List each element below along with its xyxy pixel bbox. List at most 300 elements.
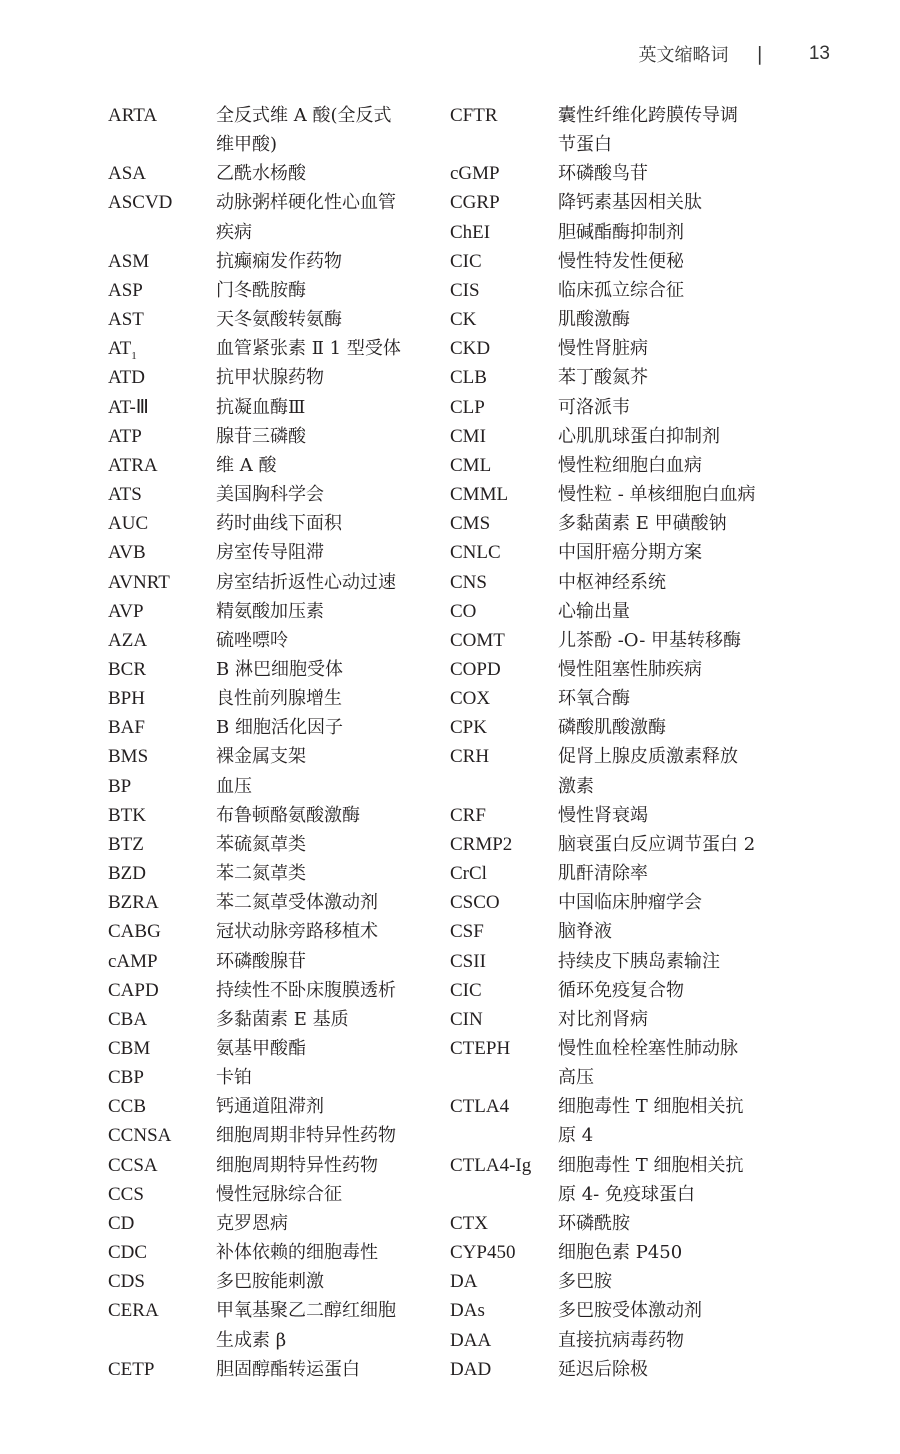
term-line: 房室结折返性心动过速	[216, 571, 396, 593]
glossary-entry	[450, 101, 778, 159]
glossary-entry	[450, 247, 778, 276]
term-definition	[216, 597, 426, 626]
glossary-entry	[450, 363, 778, 392]
glossary-entry	[450, 451, 778, 480]
term-line: 原 4	[558, 1125, 594, 1147]
term-line: 直接抗病毒药物	[558, 1329, 684, 1351]
term-line: 胆固醇酯转运蛋白	[216, 1358, 360, 1380]
glossary-entry	[108, 247, 426, 276]
term-line: 细胞毒性 T 细胞相关抗	[558, 1154, 744, 1176]
term-definition	[558, 247, 778, 276]
glossary-entry	[108, 888, 426, 917]
term-line: 细胞色素 P450	[558, 1242, 683, 1264]
term-definition	[216, 1005, 426, 1034]
term-line: 慢性冠脉综合征	[216, 1183, 342, 1205]
glossary-entry	[108, 276, 426, 305]
glossary-entry	[108, 188, 426, 246]
glossary-entry	[108, 1209, 426, 1238]
abbreviation: CLB	[450, 367, 487, 389]
term-line: 苯硫氮䓬类	[216, 833, 306, 855]
glossary-entry	[108, 830, 426, 859]
term-definition	[216, 305, 426, 334]
term-line: 延迟后除极	[558, 1358, 648, 1380]
term-line: 慢性特发性便秘	[558, 250, 684, 272]
term-definition	[216, 655, 426, 684]
term-definition	[216, 684, 426, 713]
abbreviation: ASCVD	[108, 192, 173, 214]
term-definition	[216, 1063, 426, 1092]
glossary-entry	[450, 626, 778, 655]
abbreviation: DAD	[450, 1358, 492, 1380]
term-line: 苯二氮䓬受体激动剂	[216, 892, 378, 914]
glossary-entry	[108, 509, 426, 538]
abbreviation: ASM	[108, 250, 150, 272]
term-line: 慢性粒 - 单核细胞白血病	[558, 484, 756, 506]
abbreviation: ATD	[108, 367, 145, 389]
term-definition	[558, 888, 778, 917]
glossary-entry	[450, 684, 778, 713]
term-line: 胆碱酯酶抑制剂	[558, 221, 684, 243]
term-line: 精氨酸加压素	[216, 600, 324, 622]
glossary-entry	[108, 101, 426, 159]
glossary-entry	[108, 1267, 426, 1296]
term-definition	[558, 276, 778, 305]
abbreviation: ARTA	[108, 105, 158, 126]
abbreviation: AVB	[108, 542, 146, 564]
term-definition	[216, 1238, 426, 1267]
abbreviation: CMS	[450, 513, 491, 535]
abbreviation: ASA	[108, 163, 147, 185]
term-line: 多黏菌素 E 基质	[216, 1008, 349, 1030]
term-line: 儿茶酚 -O- 甲基转移酶	[558, 629, 742, 651]
term-definition	[558, 976, 778, 1005]
term-line: 苯丁酸氮芥	[558, 367, 648, 389]
glossary-entry	[450, 713, 778, 742]
term-line: 细胞周期特异性药物	[216, 1154, 378, 1176]
abbreviation: CDC	[108, 1242, 148, 1264]
term-line: 中国肝癌分期方案	[558, 542, 702, 564]
glossary-entry	[108, 655, 426, 684]
term-line: 中国临床肿瘤学会	[558, 892, 702, 914]
term-definition	[558, 363, 778, 392]
term-line: 细胞周期非特异性药物	[216, 1125, 396, 1147]
term-definition	[216, 801, 426, 830]
glossary-entry	[450, 218, 778, 247]
term-definition	[558, 947, 778, 976]
abbreviation: CMML	[450, 484, 509, 506]
term-line: 高压	[558, 1067, 594, 1089]
term-line: 天冬氨酸转氨酶	[216, 309, 342, 331]
abbreviation: COX	[450, 688, 491, 710]
glossary-entry	[450, 480, 778, 509]
abbreviation: CERA	[108, 1300, 159, 1322]
running-header	[0, 41, 830, 67]
term-definition	[558, 1296, 778, 1325]
abbreviation: ATP	[108, 425, 142, 447]
term-line: 氨基甲酸酯	[216, 1038, 306, 1059]
term-line: 房室传导阻滞	[216, 542, 324, 564]
glossary-entry	[108, 976, 426, 1005]
term-line: 血管紧张素 Ⅱ 1 型受体	[216, 338, 401, 360]
term-definition	[558, 1092, 778, 1150]
term-definition	[558, 626, 778, 655]
term-line: 节蛋白	[558, 134, 612, 156]
glossary-entry	[108, 1005, 426, 1034]
abbreviation: CSCO	[450, 892, 500, 914]
abbreviation: CFTR	[450, 105, 498, 126]
glossary-entry	[450, 305, 778, 334]
glossary-entry	[450, 1326, 778, 1355]
term-definition	[216, 188, 426, 246]
term-definition	[558, 159, 778, 188]
abbreviation: ASP	[108, 279, 143, 301]
term-definition	[216, 480, 426, 509]
abbreviation: CMI	[450, 425, 486, 447]
abbreviation: AUC	[108, 513, 149, 535]
glossary-entry	[108, 1180, 426, 1209]
term-line: 持续性不卧床腹膜透析	[216, 979, 396, 1001]
glossary-entry	[108, 568, 426, 597]
term-definition	[216, 393, 426, 422]
abbreviation: BP	[108, 775, 132, 797]
abbreviation: CIN	[450, 1008, 483, 1030]
term-definition	[216, 101, 426, 159]
glossary-entry	[108, 363, 426, 392]
abbreviation: CRMP2	[450, 833, 513, 855]
glossary-entry	[450, 1005, 778, 1034]
term-definition	[216, 334, 426, 363]
abbreviation: CDS	[108, 1271, 145, 1293]
term-line: 抗癫痫发作药物	[216, 250, 342, 272]
term-line: 细胞毒性 T 细胞相关抗	[558, 1096, 744, 1118]
term-line: 苯二氮䓬类	[216, 863, 306, 885]
glossary-entry	[450, 509, 778, 538]
term-definition	[558, 713, 778, 742]
term-definition	[558, 1355, 778, 1384]
term-line: 促肾上腺皮质激素释放	[558, 746, 738, 768]
glossary-entry	[450, 859, 778, 888]
glossary-entry	[450, 1209, 778, 1238]
abbreviation: AVNRT	[108, 571, 170, 593]
glossary-entry	[108, 1296, 426, 1354]
glossary-entry	[108, 422, 426, 451]
glossary-entry	[108, 1238, 426, 1267]
abbreviation: CETP	[108, 1358, 155, 1380]
abbreviation: CYP450	[450, 1242, 516, 1264]
term-definition	[216, 1209, 426, 1238]
term-definition	[558, 1005, 778, 1034]
term-definition	[216, 159, 426, 188]
term-definition	[558, 684, 778, 713]
term-line: 激素	[558, 775, 594, 797]
term-line: 慢性肾脏病	[558, 338, 648, 360]
term-definition	[558, 859, 778, 888]
term-definition	[558, 1034, 778, 1092]
abbreviation: CBM	[108, 1038, 151, 1059]
abbreviation: CCNSA	[108, 1125, 172, 1147]
glossary-entry	[450, 334, 778, 363]
glossary-entry	[108, 393, 426, 422]
term-definition	[558, 568, 778, 597]
term-definition	[558, 742, 778, 800]
abbreviation: CIS	[450, 279, 480, 301]
abbreviation: cAMP	[108, 950, 158, 972]
glossary-entry	[450, 1355, 778, 1384]
abbreviation: BZRA	[108, 892, 159, 914]
glossary-entry	[108, 1151, 426, 1180]
glossary-entry	[108, 538, 426, 567]
term-line: 良性前列腺增生	[216, 688, 342, 710]
abbreviation: BAF	[108, 717, 145, 739]
term-line: 补体依赖的细胞毒性	[216, 1242, 378, 1264]
glossary-entry	[108, 772, 426, 801]
glossary-entry	[450, 947, 778, 976]
abbreviation-subscript: 1	[131, 350, 137, 363]
term-line: 中枢神经系统	[558, 571, 666, 593]
glossary-entry	[450, 597, 778, 626]
term-line: 多黏菌素 E 甲磺酸钠	[558, 513, 727, 535]
glossary-entry	[108, 1063, 426, 1092]
abbreviation: COMT	[450, 629, 505, 651]
term-line: 原 4- 免疫球蛋白	[558, 1183, 695, 1205]
abbreviation: CK	[450, 309, 477, 331]
term-definition	[558, 1209, 778, 1238]
term-definition	[216, 568, 426, 597]
term-definition	[216, 917, 426, 946]
term-definition	[558, 801, 778, 830]
abbreviation: CLP	[450, 396, 485, 418]
abbreviation: CTX	[450, 1212, 488, 1234]
page-number: 13	[808, 43, 830, 64]
glossary-entry	[108, 801, 426, 830]
abbreviation: CKD	[450, 338, 491, 360]
term-definition	[216, 626, 426, 655]
term-definition	[558, 830, 778, 859]
term-line: 脑衰蛋白反应调节蛋白 2	[558, 833, 756, 855]
glossary-entry	[108, 305, 426, 334]
abbreviation: CTLA4-Ig	[450, 1154, 532, 1176]
term-line: 生成素 β	[216, 1329, 287, 1351]
term-line: 冠状动脉旁路移植术	[216, 921, 378, 943]
glossary-entry	[108, 451, 426, 480]
abbreviation: CD	[108, 1212, 135, 1234]
term-definition	[216, 1121, 426, 1150]
term-definition	[558, 917, 778, 946]
glossary-entry	[450, 1296, 778, 1325]
abbreviation: CTEPH	[450, 1038, 511, 1059]
term-definition	[216, 451, 426, 480]
term-line: 卡铂	[216, 1067, 252, 1089]
term-definition	[216, 859, 426, 888]
term-definition	[558, 422, 778, 451]
term-line: 慢性阻塞性肺疾病	[558, 658, 702, 680]
term-line: 慢性肾衰竭	[558, 804, 648, 826]
term-definition	[558, 538, 778, 567]
abbreviation: CTLA4	[450, 1096, 510, 1118]
section-title: 英文缩略词	[638, 45, 729, 66]
term-line: 克罗恩病	[216, 1212, 288, 1234]
glossary-entry	[108, 626, 426, 655]
term-definition	[216, 1034, 426, 1063]
term-definition	[216, 772, 426, 801]
term-definition	[558, 334, 778, 363]
abbreviation: cGMP	[450, 163, 500, 185]
abbreviation: DAA	[450, 1329, 492, 1351]
term-line: 持续皮下胰岛素输注	[558, 950, 720, 972]
abbreviation: CGRP	[450, 192, 500, 214]
abbreviation: CIC	[450, 979, 482, 1001]
abbreviation: AT-Ⅲ	[108, 396, 149, 418]
glossary-entry	[108, 713, 426, 742]
term-definition	[558, 393, 778, 422]
term-line: 慢性粒细胞白血病	[558, 454, 702, 476]
abbreviation: CCSA	[108, 1154, 158, 1176]
glossary-entry	[108, 1092, 426, 1121]
glossary-entry	[450, 538, 778, 567]
glossary-entry	[108, 859, 426, 888]
abbreviation: CABG	[108, 921, 161, 943]
glossary-entry	[450, 830, 778, 859]
term-line: 全反式维 A 酸(全反式	[216, 105, 392, 126]
term-line: 钙通道阻滞剂	[216, 1096, 324, 1118]
term-definition	[558, 509, 778, 538]
term-definition	[216, 1092, 426, 1121]
term-line: 环磷酸腺苷	[216, 950, 306, 972]
term-line: 环磷酰胺	[558, 1212, 630, 1234]
glossary-entry	[450, 742, 778, 800]
glossary-entry	[108, 947, 426, 976]
term-definition	[558, 451, 778, 480]
term-line: B 淋巴细胞受体	[216, 658, 343, 680]
term-line: 慢性血栓栓塞性肺动脉	[558, 1038, 738, 1059]
glossary-entry	[450, 976, 778, 1005]
term-line: 脑脊液	[558, 921, 612, 943]
term-line: 美国胸科学会	[216, 484, 324, 506]
term-definition	[558, 1267, 778, 1296]
term-line: 腺苷三磷酸	[216, 425, 306, 447]
glossary-entry	[450, 188, 778, 217]
abbreviation: BTZ	[108, 833, 144, 855]
glossary-entry	[450, 801, 778, 830]
term-definition	[216, 1267, 426, 1296]
term-definition	[558, 188, 778, 217]
glossary-column-right	[450, 101, 778, 1384]
term-line: 药时曲线下面积	[216, 513, 342, 535]
term-definition	[216, 1296, 426, 1354]
glossary-entry	[450, 159, 778, 188]
glossary-entry	[108, 334, 426, 363]
glossary-entry	[108, 1121, 426, 1150]
term-line: 多巴胺受体激动剂	[558, 1300, 702, 1322]
term-definition	[558, 480, 778, 509]
term-line: 对比剂肾病	[558, 1008, 648, 1030]
glossary-entry	[108, 742, 426, 771]
glossary-entry	[108, 597, 426, 626]
abbreviation: ATRA	[108, 454, 158, 476]
term-definition	[216, 1151, 426, 1180]
glossary-entry	[450, 568, 778, 597]
abbreviation: CO	[450, 600, 477, 622]
term-definition	[216, 947, 426, 976]
abbreviation: BCR	[108, 658, 147, 680]
term-line: 降钙素基因相关肽	[558, 192, 702, 214]
abbreviation: CRF	[450, 804, 486, 826]
term-line: 动脉粥样硬化性心血管	[216, 192, 396, 214]
abbreviation: $AT_1$	[108, 338, 137, 363]
glossary-entry	[450, 1092, 778, 1150]
glossary-entry	[108, 480, 426, 509]
term-line: B 细胞活化因子	[216, 717, 343, 739]
term-line: 肌酐清除率	[558, 863, 648, 885]
term-definition	[216, 713, 426, 742]
term-line: 可洛派韦	[558, 396, 630, 418]
term-definition	[216, 742, 426, 771]
term-line: 维甲酸)	[216, 134, 278, 156]
term-line: 临床孤立综合征	[558, 279, 684, 301]
abbreviation: CPK	[450, 717, 487, 739]
abbreviation: CML	[450, 454, 492, 476]
term-definition	[558, 655, 778, 684]
abbreviation: ChEI	[450, 221, 491, 243]
abbreviation: CIC	[450, 250, 482, 272]
term-line: 乙酰水杨酸	[216, 163, 306, 185]
term-line: 囊性纤维化跨膜传导调	[558, 105, 738, 126]
term-line: 维 A 酸	[216, 454, 277, 476]
term-line: 心肌肌球蛋白抑制剂	[558, 425, 720, 447]
term-definition	[216, 509, 426, 538]
abbreviation: AVP	[108, 600, 144, 622]
abbreviation: BTK	[108, 804, 146, 826]
glossary-entry	[108, 159, 426, 188]
term-line: 环氧合酶	[558, 688, 630, 710]
glossary-entry	[450, 1267, 778, 1296]
abbreviation: CNS	[450, 571, 487, 593]
term-definition	[216, 538, 426, 567]
glossary-entry	[108, 684, 426, 713]
glossary-entry	[450, 393, 778, 422]
term-definition	[216, 1355, 426, 1384]
abbreviation: CCS	[108, 1183, 144, 1205]
term-line: 血压	[216, 775, 252, 797]
term-line: 抗凝血酶Ⅲ	[216, 396, 306, 418]
term-line: 肌酸激酶	[558, 309, 630, 331]
term-line: 循环免疫复合物	[558, 979, 684, 1001]
term-line: 环磷酸鸟苷	[558, 163, 648, 185]
abbreviation: CSF	[450, 921, 484, 943]
abbreviation: CBP	[108, 1067, 144, 1089]
abbreviation: BMS	[108, 746, 149, 768]
term-definition	[216, 422, 426, 451]
term-definition	[216, 247, 426, 276]
term-line: 多巴胺	[558, 1271, 612, 1293]
abbreviation: CNLC	[450, 542, 501, 564]
term-line: 磷酸肌酸激酶	[558, 717, 666, 739]
header-separator: |	[756, 43, 763, 65]
term-definition	[558, 305, 778, 334]
glossary-entry	[108, 1034, 426, 1063]
glossary-entry	[450, 422, 778, 451]
term-line: 裸金属支架	[216, 746, 306, 768]
term-line: 多巴胺能刺激	[216, 1271, 324, 1293]
term-line: 布鲁顿酪氨酸激酶	[216, 804, 360, 826]
term-line: 疾病	[216, 221, 252, 243]
abbreviation: DAs	[450, 1300, 485, 1322]
term-line: 硫唑嘌呤	[216, 629, 288, 651]
abbreviation: ATS	[108, 484, 142, 506]
term-line: 甲氧基聚乙二醇红细胞	[216, 1300, 396, 1322]
abbreviation: AZA	[108, 629, 148, 651]
glossary-entry	[450, 888, 778, 917]
